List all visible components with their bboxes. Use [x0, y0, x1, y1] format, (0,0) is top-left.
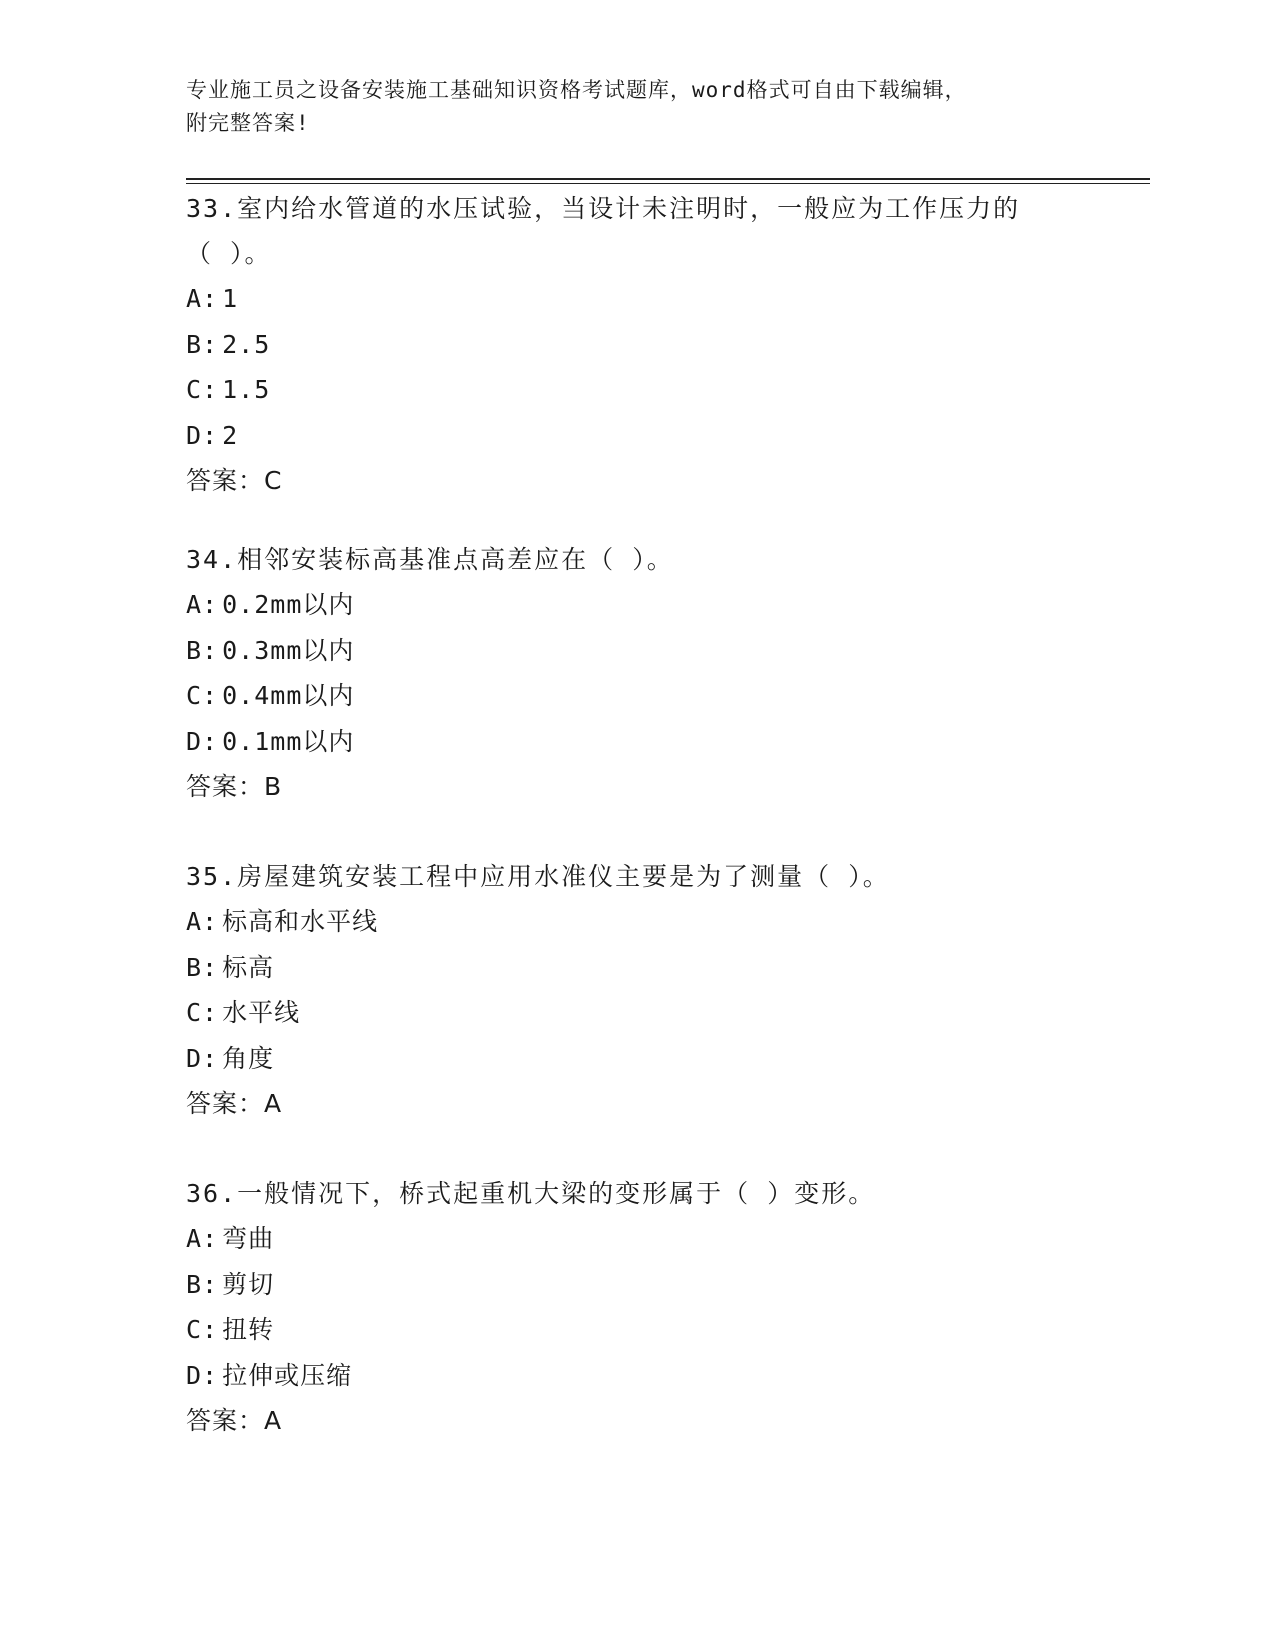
question-stem: 33.室内给水管道的水压试验，当设计未注明时，一般应为工作压力的 [186, 194, 1021, 223]
answer-line: 答案：C [186, 466, 283, 495]
option-key: B: [186, 635, 219, 665]
option-d [186, 1353, 1086, 1399]
header-rule-thick [186, 178, 1150, 180]
option-key: C: [186, 375, 219, 404]
option-value: 弯曲 [222, 1224, 275, 1253]
question-34 [186, 537, 1086, 809]
question-stem: 35.房屋建筑安装工程中应用水准仪主要是为了测量（ ）。 [186, 862, 890, 891]
question-36 [186, 1171, 1086, 1443]
option-b [186, 322, 1086, 368]
question-33 [186, 186, 1086, 503]
answer-line: 答案：A [186, 1089, 283, 1118]
option-key: C: [186, 681, 219, 710]
header-line-1: 专业施工员之设备安装施工基础知识资格考试题库，word格式可自由下载编辑， [186, 78, 967, 102]
option-value: 扭转 [222, 1315, 275, 1344]
option-key: A: [186, 590, 219, 619]
option-value: 1 [222, 284, 239, 313]
option-d [186, 413, 1086, 459]
option-a [186, 276, 1086, 322]
option-key: A: [186, 284, 219, 313]
option-key: B: [186, 329, 219, 359]
option-key: A: [186, 907, 219, 936]
question-stem: 34.相邻安装标高基准点高差应在（ ）。 [186, 545, 674, 574]
option-key: D: [186, 1043, 219, 1073]
option-value: 标高 [222, 952, 275, 982]
option-value: 2.5 [222, 329, 271, 359]
option-c [186, 990, 1086, 1036]
option-value: 0.1mm以内 [222, 726, 355, 756]
option-key: B: [186, 952, 219, 982]
option-value: 2 [222, 420, 239, 450]
answer-line: 答案：A [186, 1406, 283, 1435]
question-stem-continued: （ ）。 [186, 239, 272, 268]
option-key: D: [186, 1360, 219, 1390]
header-line-2: 附完整答案! [186, 111, 310, 135]
option-d [186, 1036, 1086, 1082]
option-value: 标高和水平线 [222, 907, 379, 936]
option-value: 水平线 [222, 998, 301, 1027]
option-a [186, 1216, 1086, 1262]
option-value: 0.4mm以内 [222, 681, 355, 710]
document-header [186, 74, 1086, 140]
option-key: C: [186, 998, 219, 1027]
option-b [186, 628, 1086, 674]
question-35 [186, 854, 1086, 1126]
option-a [186, 899, 1086, 945]
option-value: 0.2mm以内 [222, 590, 355, 619]
option-c [186, 1307, 1086, 1353]
option-key: B: [186, 1269, 219, 1299]
option-b [186, 945, 1086, 991]
option-value: 拉伸或压缩 [222, 1360, 353, 1390]
header-rule-thin [186, 183, 1150, 184]
option-key: D: [186, 420, 219, 450]
option-key: C: [186, 1315, 219, 1344]
option-d [186, 719, 1086, 765]
option-value: 角度 [222, 1043, 275, 1073]
answer-line: 答案：B [186, 772, 283, 801]
option-value: 剪切 [222, 1269, 275, 1299]
option-value: 1.5 [222, 375, 271, 404]
question-stem: 36.一般情况下，桥式起重机大梁的变形属于（ ）变形。 [186, 1179, 876, 1208]
option-key: A: [186, 1224, 219, 1253]
option-value: 0.3mm以内 [222, 635, 355, 665]
option-a [186, 582, 1086, 628]
option-c [186, 367, 1086, 413]
option-key: D: [186, 726, 219, 756]
option-b [186, 1262, 1086, 1308]
option-c [186, 673, 1086, 719]
